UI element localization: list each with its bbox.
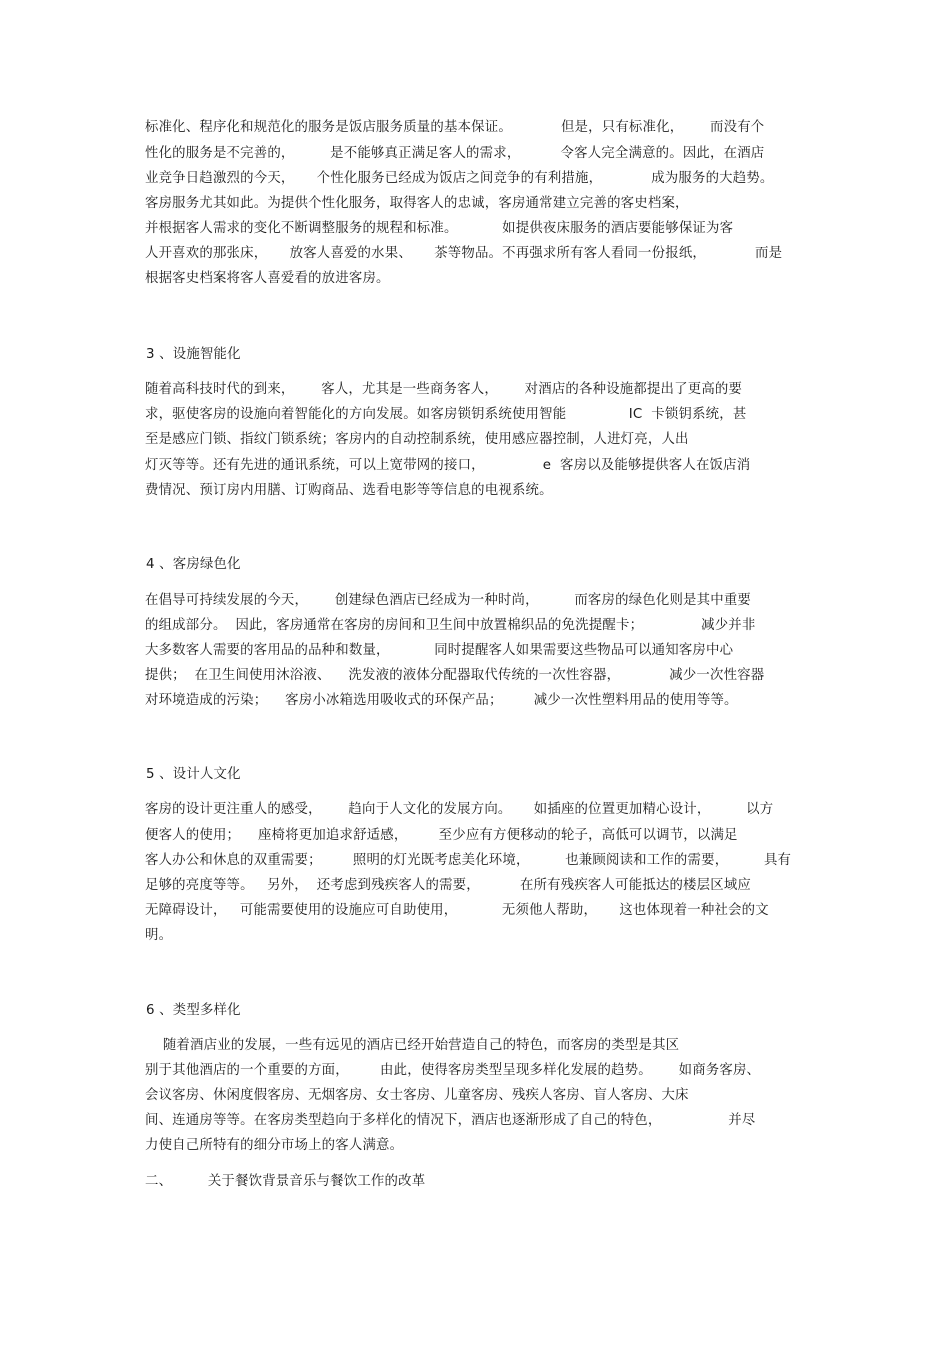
paragraph-line: 会议客房、休闲度假客房、无烟客房、女士客房、儿童客房、残疾人客房、盲人客房、大床 [145,1088,689,1103]
paragraph-line: 并根据客人需求的变化不断调整服务的规程和标准。 如提供夜床服务的酒店要能够保证为客 [145,221,734,236]
paragraph-line: 便客人的使用； 座椅将更加追求舒适感， 至少应有方便移动的轮子，高低可以调节，以满足 [145,828,738,843]
paragraph-line: 求，驱使客房的设施向着智能化的方向发展。如客房锁钥系统使用智能 IC 卡锁钥系统，甚 [145,407,747,422]
paragraph-line: 标准化、程序化和规范化的服务是饭店服务质量的基本保证。 但是，只有标准化， 而没有个 [145,120,765,135]
paragraph-line: 灯灭等等。还有先进的通讯系统，可以上宽带网的接口， e 客房以及能够提供客人在饭店消 [145,458,751,473]
section-heading-5: 5 、设计人文化 [146,767,241,782]
paragraph-line: 根据客史档案将客人喜爱看的放进客房。 [145,271,390,286]
paragraph-line: 随着酒店业的发展，一些有远见的酒店已经开始营造自己的特色，而客房的类型是其区 [145,1038,680,1053]
section-heading-6: 6 、类型多样化 [146,1003,241,1018]
paragraph-line: 业竞争日趋激烈的今天， 个性化服务已经成为饭店之间竞争的有利措施， 成为服务的大趋势。 [145,171,774,186]
paragraph-line: 随着高科技时代的到来， 客人，尤其是一些商务客人， 对酒店的各种设施都提出了更高的要 [145,382,743,397]
paragraph-line: 人开喜欢的那张床， 放客人喜爱的水果、 茶等物品。不再强求所有客人看同一份报纸， 而是 [145,246,783,261]
paragraph-line: 客房服务尤其如此。为提供个性化服务，取得客人的忠诚，客房通常建立完善的客史档案， [145,196,689,211]
section-heading-3: 3 、设施智能化 [146,347,241,362]
paragraph-line: 明。 [145,928,173,943]
paragraph-line: 无障碍设计， 可能需要使用的设施应可自助使用， 无须他人帮助， 这也体现着一种社会的文 [145,903,769,918]
paragraph-line: 客房的设计更注重人的感受， 趋向于人文化的发展方向。 如插座的位置更加精心设计， 以方 [145,802,774,817]
paragraph-line: 费情况、预订房内用膳、订购商品、选看电影等等信息的电视系统。 [145,483,553,498]
part-two-heading: 二、 关于餐饮背景音乐与餐饮工作的改革 [145,1174,426,1189]
section-heading-4: 4 、客房绿色化 [146,557,241,572]
paragraph-line: 对环境造成的污染； 客房小冰箱选用吸收式的环保产品； 减少一次性塑料用品的使用等等。 [145,693,738,708]
paragraph-line: 至是感应门锁、指纹门锁系统；客房内的自动控制系统，使用感应器控制，人进灯亮，人出 [145,432,689,447]
paragraph-line: 提供； 在卫生间使用沐浴液、 洗发液的液体分配器取代传统的一次性容器， 减少一次性容器 [145,668,765,683]
paragraph-line: 别于其他酒店的一个重要的方面， 由此，使得客房类型呈现多样化发展的趋势。 如商务客房、 [145,1063,761,1078]
paragraph-line: 客人办公和休息的双重需要； 照明的灯光既考虑美化环境， 也兼顾阅读和工作的需要， 具有 [145,853,792,868]
paragraph-line: 性化的服务是不完善的， 是不能够真正满足客人的需求， 令客人完全满意的。因此，在酒店 [145,146,765,161]
paragraph-line: 足够的亮度等等。 另外， 还考虑到残疾客人的需要， 在所有残疾客人可能抵达的楼层区域应 [145,878,752,893]
paragraph-line: 的组成部分。 因此，客房通常在客房的房间和卫生间中放置棉织品的免洗提醒卡； 减少并非 [145,618,756,633]
paragraph-line: 在倡导可持续发展的今天， 创建绿色酒店已经成为一种时尚， 而客房的绿色化则是其中重要 [145,593,752,608]
paragraph-line: 间、连通房等等。在客房类型趋向于多样化的情况下，酒店也逐渐形成了自己的特色， 并尽 [145,1113,756,1128]
paragraph-line: 大多数客人需要的客用品的品种和数量， 同时提醒客人如果需要这些物品可以通知客房中心 [145,643,734,658]
paragraph-line: 力使自己所特有的细分市场上的客人满意。 [145,1138,404,1153]
